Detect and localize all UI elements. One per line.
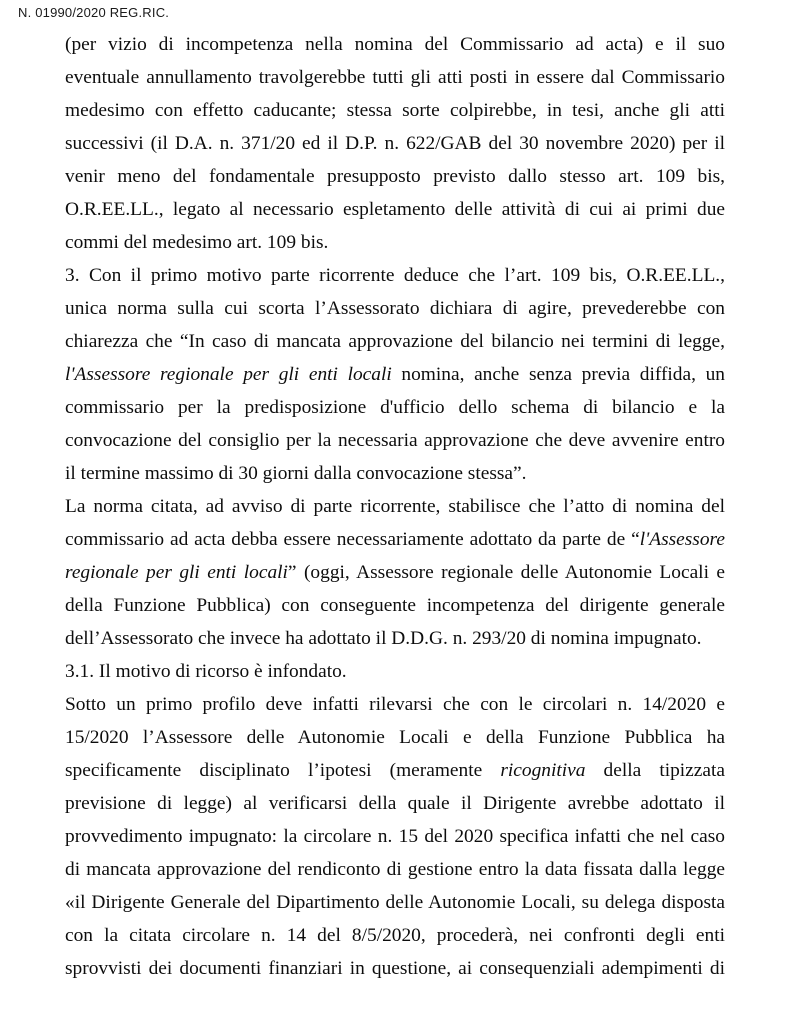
text-segment: «il Dirigente Generale del Dipartimento delle Autonomie Locali, su delega disposta [65, 892, 725, 913]
text-line [65, 787, 725, 820]
text-segment: della Funzione Pubblica) con conseguente incompetenza del dirigente generale [65, 595, 725, 616]
text-segment: dell’Assessorato che invece ha adottato il D.D.G. n. 293/20 di nomina impugnato. [65, 628, 702, 649]
text-line [65, 325, 725, 358]
text-segment: nomina, anche senza previa diffida, un [391, 364, 726, 385]
text-line [65, 556, 725, 589]
text-segment: 3. Con il primo motivo parte ricorrente deduce che l’art. 109 bis, O.R.EE.LL., [65, 265, 725, 286]
text-segment: unica norma sulla cui scorta l’Assessorato dichiara di agire, prevederebbe con [65, 298, 725, 319]
text-segment: successivi (il D.A. n. 371/20 ed il D.P. n. 622/GAB del 30 novembre 2020) per il [65, 133, 725, 154]
text-line [65, 193, 725, 226]
text-line [65, 28, 725, 61]
text-line [65, 490, 725, 523]
text-line [65, 688, 725, 721]
text-segment: eventuale annullamento travolgerebbe tutti gli atti posti in essere dal Commissario [65, 67, 725, 88]
text-segment: provvedimento impugnato: la circolare n. 15 del 2020 specifica infatti che nel caso [65, 826, 725, 847]
text-line [65, 457, 725, 490]
text-segment: 15/2020 l’Assessore delle Autonomie Locali e della Funzione Pubblica ha [65, 727, 725, 748]
text-line [65, 424, 725, 457]
text-line [65, 94, 725, 127]
italic-text-segment: regionale per gli enti locali [65, 562, 288, 583]
text-line [65, 952, 725, 985]
text-segment: chiarezza che “In caso di mancata approvazione del bilancio nei termini di legge, [65, 331, 725, 352]
case-number-header: N. 01990/2020 REG.RIC. [18, 5, 170, 20]
italic-text-segment: ricognitiva [500, 760, 586, 781]
text-segment: di mancata approvazione del rendiconto di gestione entro la data fissata dalla legge [65, 859, 725, 880]
document-body [65, 28, 725, 985]
text-segment: sprovvisti dei documenti finanziari in questione, ai consequenziali adempimenti di [65, 958, 725, 979]
text-segment: il termine massimo di 30 giorni dalla convocazione stessa”. [65, 463, 527, 484]
text-line [65, 226, 725, 259]
text-line [65, 61, 725, 94]
text-segment: specificamente disciplinato l’ipotesi (meramente [65, 760, 501, 781]
text-segment: della tipizzata [585, 760, 725, 781]
text-segment: commi del medesimo art. 109 bis. [65, 232, 329, 253]
text-segment: O.R.EE.LL., legato al necessario espletamento delle attività di cui ai primi due [65, 199, 725, 220]
text-line [65, 160, 725, 193]
text-line [65, 655, 725, 688]
text-segment: con la citata circolare n. 14 del 8/5/2020, procederà, nei confronti degli enti [65, 925, 725, 946]
text-line [65, 391, 725, 424]
text-segment: previsione di legge) al verificarsi della quale il Dirigente avrebbe adottato il [65, 793, 725, 814]
text-segment: ” (oggi, Assessore regionale delle Autonomie Locali e [287, 562, 726, 583]
text-line [65, 919, 725, 952]
text-segment: La norma citata, ad avviso di parte ricorrente, stabilisce che l’atto di nomina del [65, 496, 725, 517]
text-line [65, 127, 725, 160]
text-line [65, 820, 725, 853]
text-line [65, 259, 725, 292]
text-segment: (per vizio di incompetenza nella nomina del Commissario ad acta) e il suo [65, 34, 725, 55]
text-line [65, 358, 725, 391]
text-line [65, 292, 725, 325]
text-segment: commissario ad acta debba essere necessariamente adottato da parte de “ [65, 529, 640, 550]
text-segment: medesimo con effetto caducante; stessa sorte colpirebbe, in tesi, anche gli atti [65, 100, 725, 121]
text-line [65, 622, 725, 655]
text-line [65, 754, 725, 787]
italic-text-segment: l'Assessore regionale per gli enti locali [65, 364, 392, 385]
text-segment: Sotto un primo profilo deve infatti rilevarsi che con le circolari n. 14/2020 e [65, 694, 725, 715]
text-segment: 3.1. Il motivo di ricorso è infondato. [65, 661, 347, 682]
text-line [65, 721, 725, 754]
italic-text-segment: l'Assessore [639, 529, 725, 550]
text-line [65, 886, 725, 919]
text-line [65, 589, 725, 622]
text-line [65, 523, 725, 556]
text-segment: convocazione del consiglio per la necessaria approvazione che deve avvenire entro [65, 430, 725, 451]
text-segment: commissario per la predisposizione d'ufficio dello schema di bilancio e la [65, 397, 725, 418]
text-line [65, 853, 725, 886]
text-segment: venir meno del fondamentale presupposto previsto dallo stesso art. 109 bis, [65, 166, 725, 187]
